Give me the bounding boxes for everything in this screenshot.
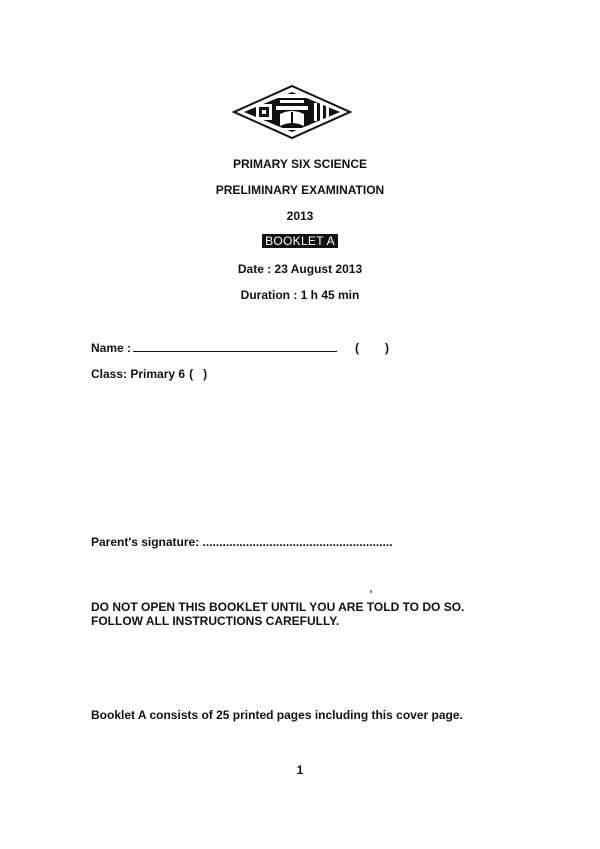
- booklet-label: BOOKLET A: [262, 234, 338, 248]
- index-paren-open: (: [355, 341, 360, 355]
- class-paren-open: (: [189, 367, 194, 381]
- exam-date: Date : 23 August 2013: [237, 262, 363, 276]
- parent-signature: Parent's signature: .........................................................: [91, 535, 393, 549]
- class-label: Class: Primary 6: [91, 367, 186, 381]
- page-number: 1: [296, 763, 304, 777]
- instruction-line-2: FOLLOW ALL INSTRUCTIONS CAREFULLY.: [91, 614, 340, 628]
- booklet-label-row: [0, 234, 600, 248]
- index-paren-close: ): [385, 341, 390, 355]
- class-paren-close: ): [203, 367, 208, 381]
- name-label: Name :: [91, 341, 132, 355]
- school-crest-icon: [232, 84, 352, 140]
- exam-duration: Duration : 1 h 45 min: [240, 288, 360, 302]
- instruction-line-1: DO NOT OPEN THIS BOOKLET UNTIL YOU ARE TOLD TO DO SO.: [91, 600, 465, 614]
- scan-speck: [370, 590, 372, 593]
- subject-title: PRIMARY SIX SCIENCE: [232, 157, 368, 171]
- pages-note: Booklet A consists of 25 printed pages including this cover page.: [91, 708, 463, 722]
- name-field-row: [91, 341, 389, 355]
- name-line: [133, 341, 337, 352]
- exam-year: 2013: [286, 209, 314, 223]
- class-field-row: [91, 367, 207, 381]
- exam-title: PRELIMINARY EXAMINATION: [215, 183, 385, 197]
